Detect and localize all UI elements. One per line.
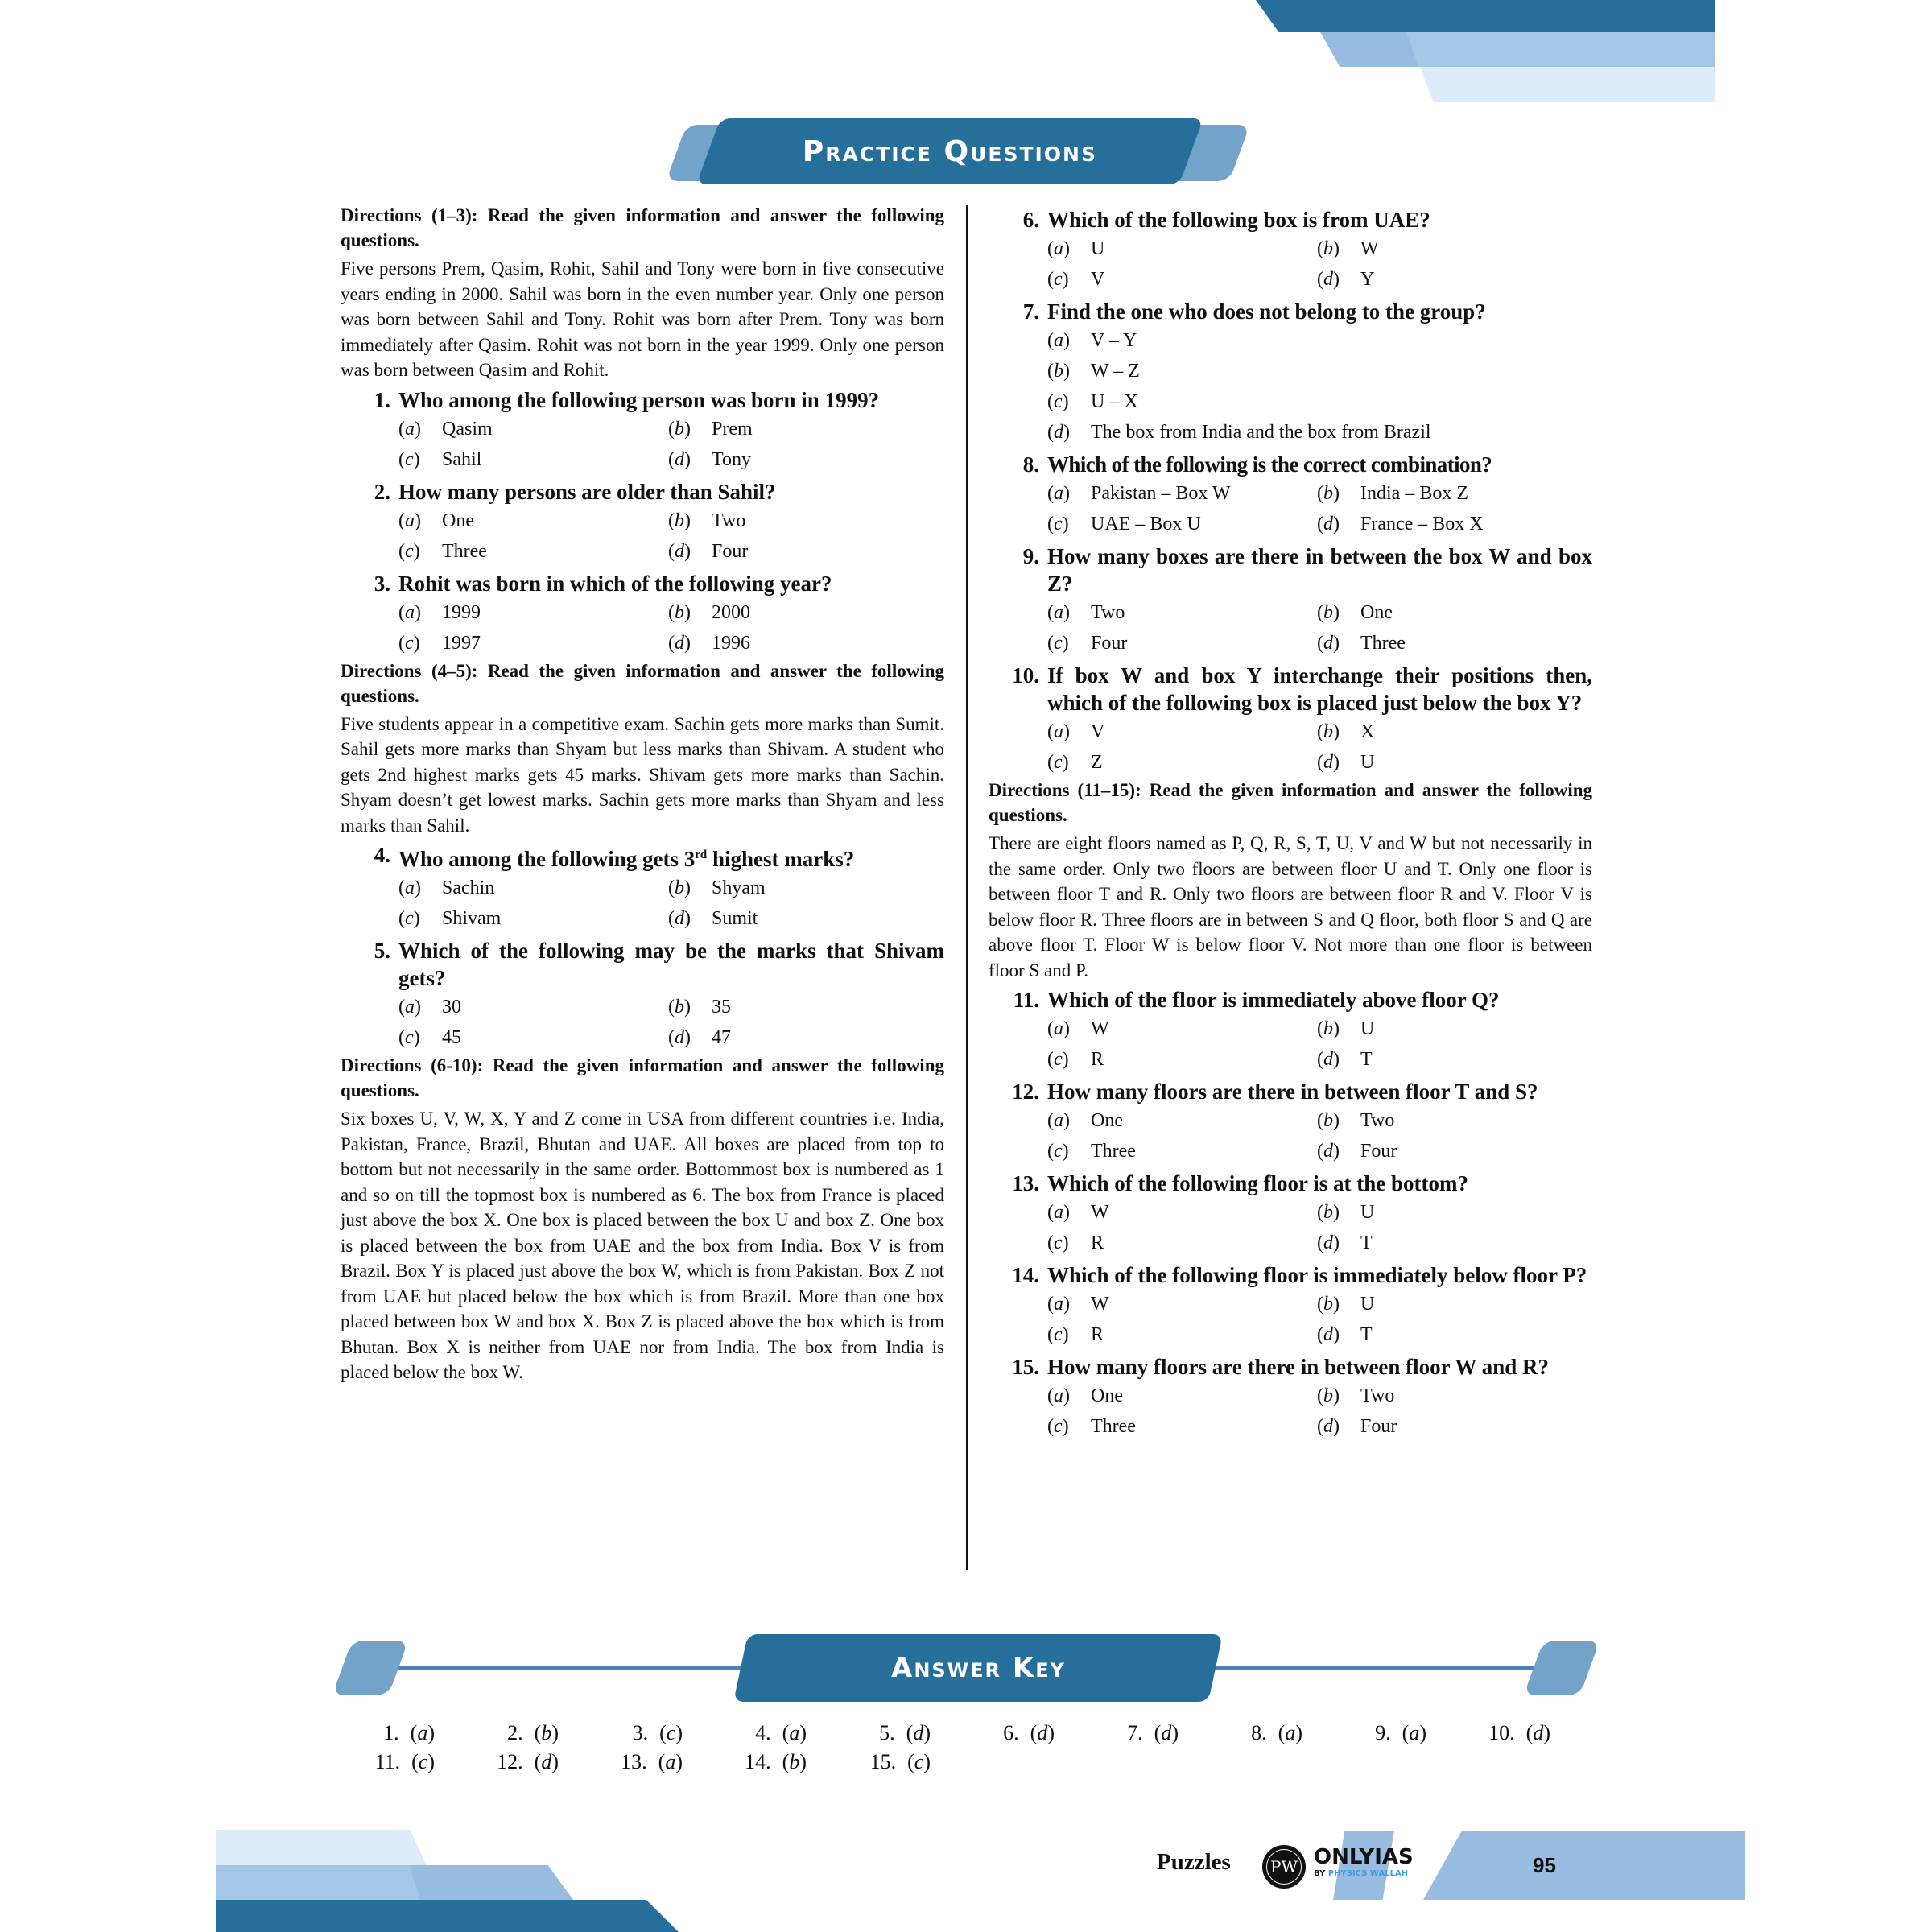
option-d[interactable]: (d) Tony bbox=[668, 448, 751, 470]
directions-11-15: Directions (11–15): Read the given information and answer the following questions. bbox=[989, 780, 1592, 825]
option-d[interactable]: (d) Four bbox=[1317, 1416, 1397, 1437]
option-b[interactable]: (b) Two bbox=[668, 510, 746, 531]
banner-front-shape bbox=[696, 118, 1203, 184]
option-d[interactable]: (d) Four bbox=[668, 540, 749, 562]
directions-6-10: Directions (6-10): Read the given information and answer the following questions. bbox=[341, 1055, 944, 1100]
option-b[interactable]: (b) 2000 bbox=[668, 601, 750, 623]
option-b[interactable]: (b) Prem bbox=[668, 418, 753, 440]
option-d[interactable]: (d) T bbox=[1317, 1324, 1373, 1345]
question-12: 12. How many floors are there in between floor T and S? bbox=[1012, 1080, 1538, 1104]
column-divider bbox=[966, 205, 968, 1570]
right-column bbox=[989, 203, 1592, 1442]
option-c[interactable]: (c) 1997 bbox=[398, 632, 481, 654]
option-c[interactable]: (c) Three bbox=[1047, 1141, 1136, 1162]
answer-key-cap-left bbox=[332, 1641, 409, 1695]
question-14: 14. Which of the following floor is immediately below floor P? bbox=[1012, 1263, 1587, 1287]
answer-key-cap-right bbox=[1524, 1641, 1600, 1695]
question-10: 10. If box W and box Y interchange their positions then, which of the following box is placed just below the box Y? bbox=[1012, 663, 1592, 715]
option-a[interactable]: (a) W bbox=[1047, 1294, 1109, 1315]
option-a[interactable]: (a) One bbox=[1047, 1385, 1123, 1406]
option-d[interactable]: (d) T bbox=[1317, 1232, 1373, 1253]
option-b[interactable]: (b) One bbox=[1317, 602, 1393, 623]
option-c[interactable]: (c) Three bbox=[398, 540, 487, 562]
question-2: 2. How many persons are older than Sahil? bbox=[374, 479, 776, 504]
option-d[interactable]: (d) Three bbox=[1317, 633, 1406, 654]
option-c[interactable]: (c) R bbox=[1047, 1049, 1104, 1070]
option-a[interactable]: (a) V – Y bbox=[1047, 330, 1137, 351]
answer-item: 1. (a) bbox=[383, 1721, 435, 1744]
option-a[interactable]: (a) Pakistan – Box W bbox=[1047, 483, 1231, 504]
option-a[interactable]: (a) V bbox=[1047, 721, 1105, 742]
option-b[interactable]: (b) U bbox=[1317, 1294, 1375, 1315]
footer-subject: Puzzles bbox=[1157, 1849, 1231, 1875]
question-6: 6. Which of the following box is from UAE? bbox=[1022, 208, 1430, 232]
question-9: 9. How many boxes are there in between the box W and box Z? bbox=[1022, 544, 1592, 596]
banner-front-shape bbox=[733, 1634, 1223, 1702]
option-d[interactable]: (d) Four bbox=[1317, 1141, 1397, 1162]
answer-row-2 bbox=[346, 1748, 1586, 1777]
options-q14 bbox=[989, 1289, 1592, 1350]
bottom-light-stripe bbox=[216, 1830, 427, 1865]
option-c[interactable]: (c) Z bbox=[1047, 752, 1103, 773]
answer-row-1 bbox=[346, 1719, 1586, 1748]
option-d[interactable]: (d) 1996 bbox=[668, 632, 750, 654]
option-c[interactable]: (c) 45 bbox=[398, 1027, 461, 1048]
question-1: 1. Who among the following person was born in 1999? bbox=[374, 387, 880, 412]
options-q13 bbox=[989, 1197, 1592, 1258]
option-a[interactable]: (a) U bbox=[1047, 238, 1105, 259]
options-q11 bbox=[989, 1013, 1592, 1075]
option-b[interactable]: (b) W bbox=[1317, 238, 1379, 259]
option-c[interactable]: (c) Sahil bbox=[398, 448, 482, 470]
option-a[interactable]: (a) Two bbox=[1047, 602, 1125, 623]
brand-name: ONLYIAS bbox=[1314, 1845, 1414, 1869]
practice-questions-banner bbox=[668, 117, 1248, 189]
options-q5 bbox=[341, 992, 944, 1053]
answer-item: 12. (d) bbox=[497, 1750, 559, 1773]
option-c[interactable]: (c) R bbox=[1047, 1232, 1104, 1253]
option-b[interactable]: (b) X bbox=[1317, 721, 1375, 742]
question-11: 11. Which of the floor is immediately above floor Q? bbox=[1013, 988, 1500, 1012]
answer-item: 7. (d) bbox=[1127, 1721, 1179, 1744]
options-q4 bbox=[341, 873, 944, 934]
option-d[interactable]: (d) 47 bbox=[668, 1027, 731, 1048]
answer-item: 13. (a) bbox=[621, 1750, 683, 1773]
answer-item: 15. (c) bbox=[869, 1750, 931, 1773]
options-q9 bbox=[989, 597, 1592, 658]
page-title: Practice Questions bbox=[802, 134, 1098, 168]
options-q8 bbox=[989, 478, 1592, 539]
answer-item: 8. (a) bbox=[1251, 1721, 1302, 1744]
answer-item: 6. (d) bbox=[1003, 1721, 1055, 1744]
option-b[interactable]: (b) U bbox=[1317, 1018, 1375, 1039]
question-15: 15. How many floors are there in between floor W and R? bbox=[1012, 1355, 1549, 1379]
options-q6 bbox=[989, 233, 1592, 295]
option-c[interactable]: (c) Three bbox=[1047, 1416, 1136, 1437]
passage-11-15: There are eight floors named as P, Q, R, S, T, U, V and W but not necessarily in the same order. Only two floors are between floor U and T. Only one floor is between floor T and R. Only two floors are between floor R and V. Floor V is below floor R. Three floors are in between S and Q floor, both floor S and Q are above floor T. Floor W is below floor V. Not more than one floor is between floor S and P. bbox=[989, 833, 1592, 980]
brand-tagline: BY PHYSICS WALLAH bbox=[1314, 1869, 1409, 1878]
option-c[interactable]: (c) U – X bbox=[1047, 391, 1138, 412]
page-number: 95 bbox=[1533, 1853, 1556, 1877]
option-c[interactable]: (c) R bbox=[1047, 1324, 1104, 1345]
answer-key-grid bbox=[346, 1719, 1586, 1777]
option-b[interactable]: (b) Two bbox=[1317, 1385, 1395, 1406]
options-q2 bbox=[341, 506, 944, 567]
option-a[interactable]: (a) Qasim bbox=[398, 418, 493, 440]
options-q3 bbox=[341, 597, 944, 658]
answer-item: 11. (c) bbox=[374, 1750, 435, 1773]
question-13: 13. Which of the following floor is at the bottom? bbox=[1012, 1171, 1468, 1195]
option-a[interactable]: (a) One bbox=[1047, 1110, 1123, 1131]
answer-item: 3. (c) bbox=[632, 1721, 683, 1744]
answer-key-banner bbox=[724, 1634, 1224, 1702]
question-3: 3. Rohit was born in which of the following year? bbox=[374, 571, 832, 596]
passage-4-5: Five students appear in a competitive exam. Sachin gets more marks than Sumit. Sahil gets more marks than Shyam but less marks than Shivam. A student who gets 2nd highest marks gets 45 marks. Shivam gets more marks than Sachin. Shyam doesn’t get lowest marks. Sachin gets more marks than Shyam and less marks than Sahil. bbox=[341, 713, 944, 836]
option-d[interactable]: (d) The box from India and the box from Brazil bbox=[1047, 422, 1431, 443]
question-4: 4. Who among the following gets 3rd highest marks? bbox=[374, 843, 855, 871]
question-5: 5. Which of the following may be the marks that Shivam gets? bbox=[374, 939, 944, 990]
onlyias-brand-logo bbox=[1314, 1846, 1414, 1880]
answer-item: 10. (d) bbox=[1488, 1721, 1550, 1744]
option-d[interactable]: (d) France – Box X bbox=[1317, 514, 1484, 535]
answer-key-title: Answer Key bbox=[890, 1652, 1066, 1684]
option-a[interactable]: (a) W bbox=[1047, 1202, 1109, 1223]
options-q7 bbox=[989, 325, 1592, 448]
bottom-dark-stripe bbox=[216, 1900, 679, 1932]
option-a[interactable]: (a) W bbox=[1047, 1018, 1109, 1039]
option-b[interactable]: (b) Two bbox=[1317, 1110, 1395, 1131]
answer-item: 9. (a) bbox=[1375, 1721, 1426, 1744]
top-dark-stripe bbox=[1256, 0, 1715, 32]
option-b[interactable]: (b) U bbox=[1317, 1202, 1375, 1223]
left-column bbox=[341, 203, 944, 1389]
answer-item: 2. (b) bbox=[507, 1721, 559, 1744]
options-q15 bbox=[989, 1381, 1592, 1442]
answer-item: 5. (d) bbox=[879, 1721, 931, 1744]
option-d[interactable]: (d) U bbox=[1317, 752, 1375, 773]
directions-4-5: Directions (4–5): Read the given information and answer the following questions. bbox=[341, 660, 944, 706]
option-a[interactable]: (a) Sachin bbox=[398, 877, 495, 898]
options-q10 bbox=[989, 716, 1592, 778]
options-q12 bbox=[989, 1105, 1592, 1166]
options-q1 bbox=[341, 414, 944, 475]
top-light-stripe bbox=[1420, 67, 1715, 102]
answer-item: 4. (a) bbox=[755, 1721, 807, 1744]
option-b[interactable]: (b) India – Box Z bbox=[1317, 483, 1468, 504]
option-d[interactable]: (d) T bbox=[1317, 1049, 1373, 1070]
answer-item: 14. (b) bbox=[745, 1750, 807, 1773]
option-d[interactable]: (d) Y bbox=[1317, 269, 1375, 290]
bottom-mid-stripe-2 bbox=[409, 1865, 573, 1900]
option-c[interactable]: (c) V bbox=[1047, 269, 1105, 290]
directions-1-3: Directions (1–3): Read the given information and answer the following questions. bbox=[341, 205, 944, 250]
option-b[interactable]: (b) W – Z bbox=[1047, 361, 1140, 382]
option-c[interactable]: (c) UAE – Box U bbox=[1047, 514, 1201, 535]
top-mid-stripe-2 bbox=[1406, 32, 1715, 67]
pw-logo-icon: PW bbox=[1262, 1845, 1306, 1889]
option-a[interactable]: (a) One bbox=[398, 510, 474, 531]
question-7: 7. Find the one who does not belong to the group? bbox=[1022, 299, 1486, 324]
passage-1-3: Five persons Prem, Qasim, Rohit, Sahil and Tony were born in five consecutive years ending in 2000. Sahil was born in the even number year. Only one person was born between Sahil and Tony. Rohit was born after Prem. Tony was born immediately after Qasim. Rohit was not born in the year 1999. Only one person was born between Qasim and Rohit. bbox=[341, 258, 944, 380]
passage-6-10: Six boxes U, V, W, X, Y and Z come in USA from different countries i.e. India, Pakistan, France, Brazil, Bhutan and UAE. All boxes are placed from top to bottom but not necessarily in the same order. Bottommost box is numbered as 1 and so on till the topmost box is numbered as 6. The box from France is placed just above the box X. One box is placed between the box U and box Z. One box is placed between the box from UAE and the box from India. Box V is from Brazil. Box Y is placed just above the box W, which is from Pakistan. Box Z not from UAE but placed below the box which is from Brazil. More than one box placed between box W and box X. Box Z is placed above the box which is from Bhutan. Box X is neither from UAE nor from India. The box from India is placed below the box W. bbox=[341, 1108, 944, 1382]
footer-parallelogram-right bbox=[1423, 1831, 1745, 1900]
option-a[interactable]: (a) 30 bbox=[398, 997, 461, 1018]
option-c[interactable]: (c) Shivam bbox=[398, 908, 502, 929]
option-c[interactable]: (c) Four bbox=[1047, 633, 1128, 654]
option-b[interactable]: (b) Shyam bbox=[668, 877, 766, 898]
option-d[interactable]: (d) Sumit bbox=[668, 908, 758, 929]
question-8: 8. Which of the following is the correct combination? bbox=[1022, 452, 1492, 477]
option-a[interactable]: (a) 1999 bbox=[398, 601, 481, 623]
option-b[interactable]: (b) 35 bbox=[668, 997, 731, 1018]
